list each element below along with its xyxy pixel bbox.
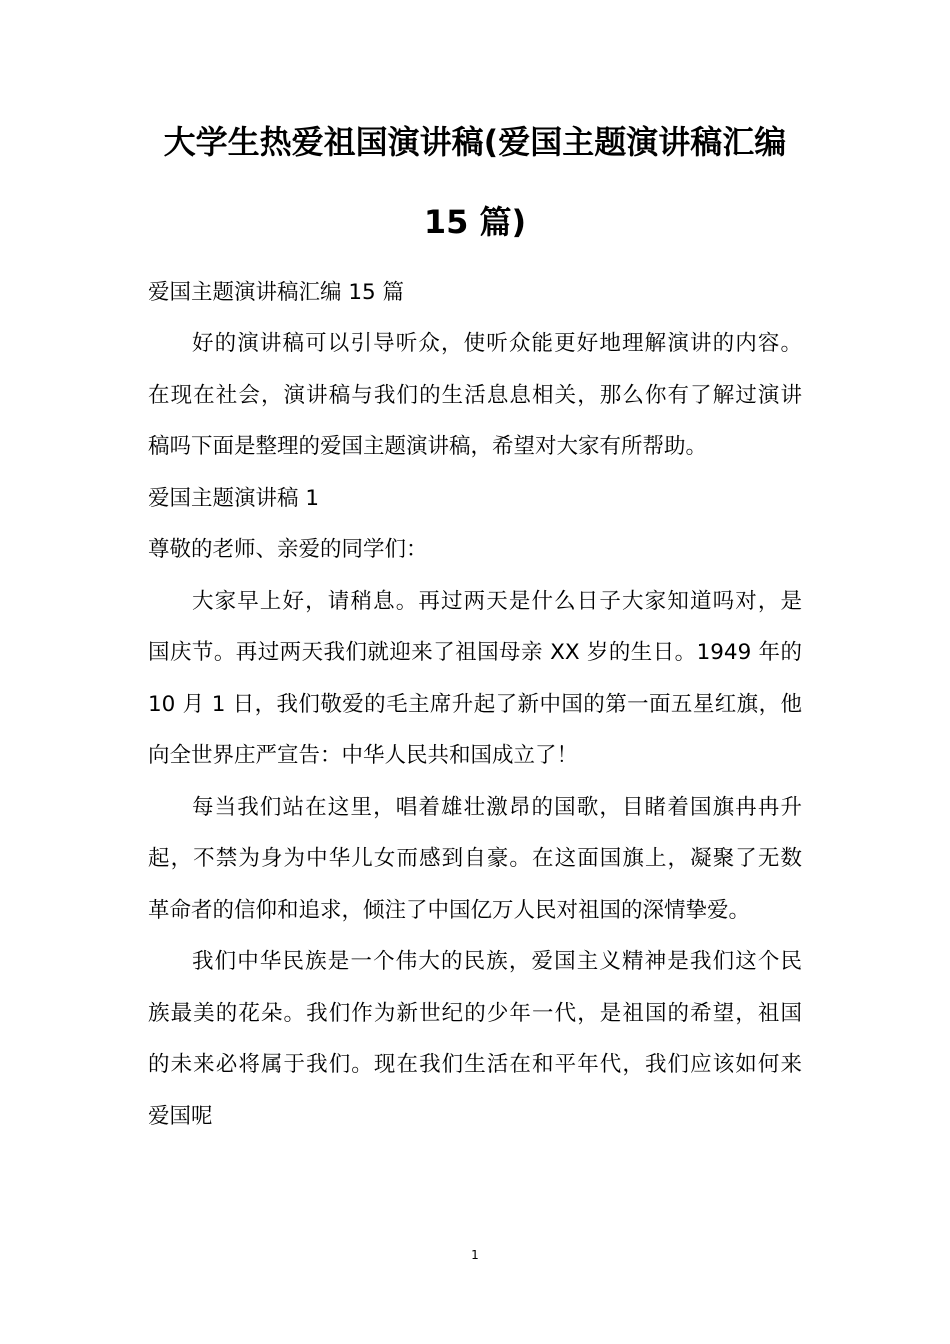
- paragraph-1-line: 向全世界庄严宣告：中华人民共和国成立了！: [148, 743, 579, 768]
- intro-line: 好的演讲稿可以引导听众，使听众能更好地理解演讲的内容。: [192, 331, 802, 356]
- paragraph-3-line: 的未来必将属于我们。现在我们生活在和平年代，我们应该如何来: [148, 1052, 802, 1077]
- intro-line: 稿吗下面是整理的爱国主题演讲稿，希望对大家有所帮助。: [148, 434, 708, 459]
- paragraph-1-line: 国庆节。再过两天我们就迎来了祖国母亲 XX 岁的生日。1949 年的: [148, 640, 802, 665]
- paragraph-3-line: 爱国呢: [148, 1104, 213, 1129]
- page-number: 1: [471, 1248, 479, 1262]
- section-heading: 爱国主题演讲稿 1: [148, 486, 320, 511]
- paragraph-3-line: 族最美的花朵。我们作为新世纪的少年一代，是祖国的希望，祖国: [148, 1001, 802, 1026]
- paragraph-1-line: 大家早上好，请稍息。再过两天是什么日子大家知道吗对，是: [192, 589, 802, 614]
- paragraph-3-line: 我们中华民族是一个伟大的民族，爱国主义精神是我们这个民: [192, 949, 802, 974]
- document-subtitle: 爱国主题演讲稿汇编 15 篇: [148, 280, 405, 305]
- paragraph-1-line: 10 月 1 日，我们敬爱的毛主席升起了新中国的第一面五星红旗，他: [148, 692, 802, 717]
- paragraph-2-line: 起，不禁为身为中华儿女而感到自豪。在这面国旗上，凝聚了无数: [148, 846, 802, 871]
- document-title-line-1: 大学生热爱祖国演讲稿(爱国主题演讲稿汇编: [163, 123, 787, 161]
- document-title-line-2: 15 篇): [423, 203, 527, 241]
- paragraph-2-line: 每当我们站在这里，唱着雄壮激昂的国歌，目睹着国旗冉冉升: [192, 795, 802, 820]
- paragraph-2-line: 革命者的信仰和追求，倾注了中国亿万人民对祖国的深情挚爱。: [148, 898, 751, 923]
- intro-line: 在现在社会，演讲稿与我们的生活息息相关，那么你有了解过演讲: [148, 383, 802, 408]
- salutation: 尊敬的老师、亲爱的同学们：: [148, 537, 428, 562]
